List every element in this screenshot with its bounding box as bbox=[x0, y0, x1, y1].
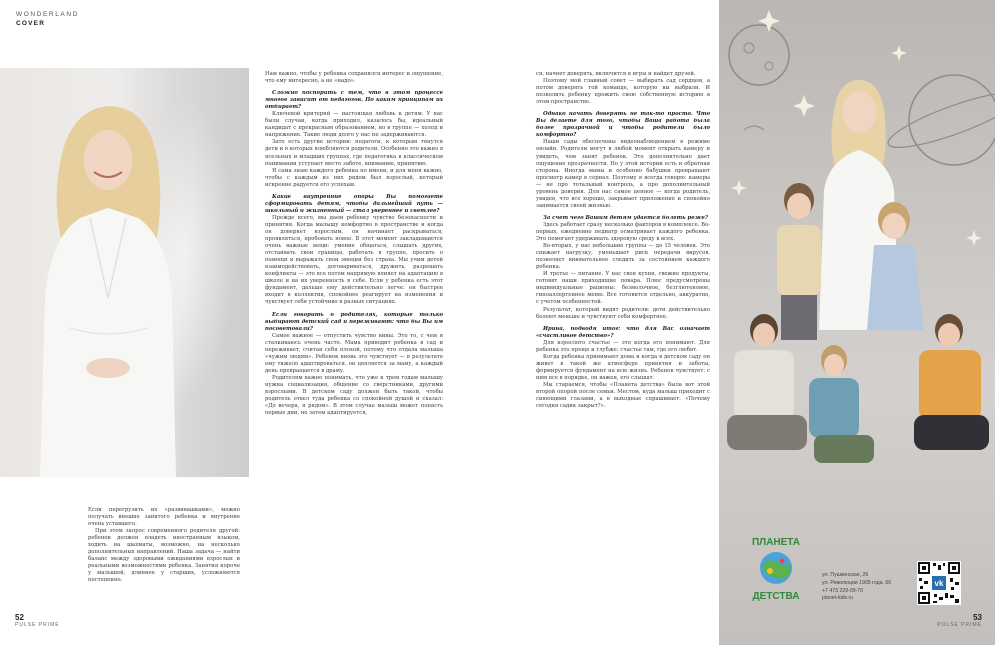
paragraph: Мы стараемся, чтобы «Планета детства» была вот этой второй опорой после семьи. Местом, куда малыш приходит с сияющими глазами, а в выходные спрашивает: «Почему сегодня садик закрыт?». bbox=[536, 381, 710, 410]
contact-block bbox=[822, 572, 891, 603]
paragraph: При этом запрос современного родителя другой: ребенок должен владеть иностранным языком, ходить на шахматы, возможно, на несколько дополнительных направлений. Наша задача — найти баланс между здоровыми ожиданиями взрослых и реальными возможностями ребенка. Занятия короче у малышей, длиннее у старших, усложняются постепенно. bbox=[88, 528, 240, 584]
header-left bbox=[16, 10, 79, 28]
page-footer-left bbox=[15, 613, 60, 628]
qr-code[interactable] bbox=[917, 561, 961, 605]
website-link[interactable]: planet-kids.ru bbox=[822, 595, 854, 602]
paragraph: Зато есть другие истории: педагоги, к которым тянутся дети и в которых влюбляются родители. Особенно это важно в ясельных и младших группах, где педагогика в классическом понимании уступает место заботе, вниманию, принятию. bbox=[265, 139, 443, 167]
address-line: ул. Пушкинская, 26 bbox=[822, 572, 869, 578]
paragraph: Самое важное — отпустить чувство вины. Это то, с чем я сталкиваюсь очень часто. Мама приводит ребенка в сад и переживает, считая себя плохой, потому что отдала малыша «чужим людям». Ребенок вновь это чувствует — в результате ему тяжело адаптироваться, он цепляется за маму, а каждый день превращается в драму. bbox=[265, 332, 443, 374]
paragraph: Если перегрузить их «развивашками», можно получать внешне занятого ребенка и внутренне очень уставшего. bbox=[88, 507, 240, 528]
paragraph: Я сама знаю каждого ребенка по имени, и для меня важно, чтобы с каждым из них рядом был взрослый, который искренне радуется его успехам. bbox=[265, 167, 443, 188]
page-footer-right bbox=[937, 613, 982, 628]
article-column-3 bbox=[536, 71, 710, 410]
header-brand: WONDERLAND bbox=[16, 11, 79, 18]
paragraph: Наши сады обеспечены видеонаблюдением в режиме онлайн. Родители могут в любой момент открыть камеру и увидеть, чем занят ребенок. Это дополнительно дает ощущение прозрачности. Но у этой истории есть и обратная сторона. Иногда мамы и особенно бабушки превращают просмотр камер в сериал. Поэтому я всегда говорю: камеры — не про тотальный контроль, а про дополнительный уровень доверия. Для нас самое ценное — когда родитель, увидев, что все хорошо, закрывает приложение и спокойно занимается своей жизнью. bbox=[536, 139, 710, 209]
interview-question: Какие внутренние опоры Вы помогаете сформировать детям, чтобы дальнейший путь — школьный и жизненный — стал увереннее и светлее? bbox=[265, 193, 443, 214]
paragraph: Нам важно, чтобы у ребенка сохранялся интерес и ощущение, что ему интересно, а не «надо». bbox=[265, 71, 443, 85]
logo-line-1: ПЛАНЕТА bbox=[751, 537, 801, 548]
magazine-name: PULSE PRIME bbox=[937, 622, 982, 628]
paragraph: Здесь работает сразу несколько факторов в комплексе. Во-первых, ежедневно педиатр осматривает каждого ребенка. Это помогает удерживать здоровую среду в всех. bbox=[536, 221, 710, 243]
magazine-name: PULSE PRIME bbox=[15, 622, 60, 628]
paragraph: Прежде всего, мы даем ребенку чувство безопасности и принятия. Когда малышу комфортно в пространстве и когда он доверяет взрослым, он начинает раскрываться, проявляться, пробовать новое. В этот момент закладываются очень важные вещи: умение общаться, слышать других, отстаивать свои границы, работать в группе, просить о помощи и выражать свои эмоции без страха. Мы учим детей взаимодействовать, договариваться, дружить, разрешать конфликты — это все потом напрямую влияет на адаптацию в школе и на их уверенность в себе. Если у ребенка есть этот фундамент, дальше ему действительно легче: он быстрее входит в коллектив, спокойнее реагирует на изменения и чувствует себя устойчиво в разных ситуациях. bbox=[265, 214, 443, 306]
article-column-1 bbox=[88, 507, 240, 585]
interview-question: Однако начать доверять не так-то просто. Что Вы делаете для того, чтобы Ваша работа была более прозрачной и чтобы родители было комфортно? bbox=[536, 111, 710, 139]
interview-question: За счет чего Вашим детям удается болеть реже? bbox=[543, 214, 708, 221]
paragraph: Когда ребенка принимают дома и когда в детском саду он живет в такой же атмосфере принятия и заботы, формируется фундамент на всю жизнь. Ребенок чувствует: с ним все в порядке, он важен, его слышат. bbox=[536, 353, 710, 381]
paragraph: Родителям важно понимать, что уже к трем годам малышу нужна социализация, общение со сверстниками, другими взрослыми. В детском саду должен быть такой, чтобы родитель отвел туда ребенка со спокойной душой и сказал: «До вечера, я рядом». В этом случае малыш может попасть первые дни, но затем адаптируется, bbox=[265, 374, 443, 417]
paragraph: И третье — питание. У нас своя кухня, свежие продукты, готовят наши приходящие повара. Плюс предусмотрены индивидуальные рационы: безмолочное, безглютеновое, гипоаллергенное меню. Все готовится отдельно, аккуратно, с учетом особенностей. bbox=[536, 271, 710, 306]
page-number: 53 bbox=[973, 613, 982, 622]
phone-number: +7 473 229-09-70 bbox=[822, 587, 864, 594]
interview-question: Сложно поспорить с тем, что в этом процессе многое зависит от педагогов. По каким принципам их отбирает? bbox=[265, 90, 443, 111]
header-section: COVER bbox=[16, 20, 46, 27]
svg-text:vk: vk bbox=[934, 579, 944, 588]
paragraph: Для взрослого счастье — это когда его понимают. Для ребенка это проще и глубже: счастье там, где его любят. bbox=[536, 339, 710, 353]
paragraph: ся, начнет доверять, включится в игры и найдет друзей. bbox=[536, 71, 696, 77]
paragraph: Во-вторых, у нас небольшие группы — до 15 человек. Это снижает нагрузку, уменьшает риск передачи вирусов, позволяет внимательнее следить за состоянием каждого ребенка. bbox=[536, 243, 710, 271]
interview-question: Если говорить о родителях, которые только выбирают детский сад и переживают: что бы Вы им посоветовали? bbox=[265, 311, 443, 332]
portrait-illustration bbox=[0, 68, 249, 477]
paragraph: Результат, который видят родители: дети действительно болеют меньше и чувствуют себя комфортнее. bbox=[536, 306, 710, 320]
paragraph: Ключевой критерий — настоящая любовь к детям. У нас были случаи, когда приходил, казалось бы, идеальный кандидат с прекрасным образованием, но в группе — холод и напряжение. Такие люди долго у нас не задерживаются. bbox=[265, 111, 443, 139]
logo-graphic bbox=[744, 533, 808, 605]
logo-line-2: ДЕТСТВА bbox=[752, 591, 800, 602]
interview-question: Ирина, подводя итог: что для Вас означает «счастливое детство»? bbox=[536, 325, 710, 339]
portrait-photo bbox=[0, 68, 249, 477]
qr-code-icon bbox=[917, 561, 961, 605]
page-number: 52 bbox=[15, 613, 24, 622]
planeta-detstva-logo bbox=[744, 533, 808, 605]
address-line: ул. Революции 1905 года, 66 bbox=[822, 579, 892, 586]
paragraph: Поэтому мой главный совет — выбирать сад сердцем, а потом доверять той команде, которую вы выбрали. И позволить ребенку прожить свою собственную историю в этом пространстве. bbox=[536, 78, 710, 106]
article-column-2 bbox=[265, 71, 443, 417]
